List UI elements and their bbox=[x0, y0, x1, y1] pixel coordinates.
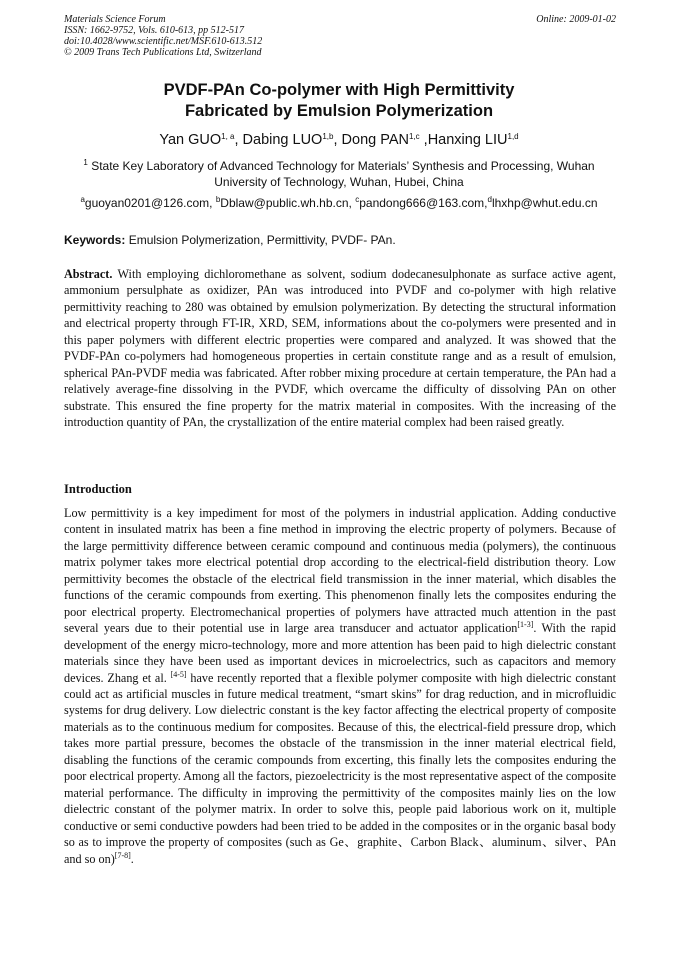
abstract-text: With employing dichloromethane as solvent, sodium dodecanesulphonate as surface active agent, ammonium persulphate as oxidizer, PAn was introduced into PVDF and co-polymer with high relative permittivity reaching to 280 was obtained by emulsion polymerization. By detecting the structural information and electrical property through FT-IR, XRD, SEM, informations about the co-polymers were presented and in this paper polymers with different electric properties were compared and analyzed. It was showed that the PVDF-PAn co-polymers had homogeneous properties in certain constitute range and as a result of emulsion, spherical PAn-PVDF media was fabricated. After robber mixing procedure at certain temperature, the PAn had a relatively average-fine dissolving in the PVDF, which overcame the difficulty of dissolving PAn on other substrate. This ensured the fine property for the matrix material in composites. With the increasing of the introduction quantity of PAn, the crystallization of the entire material complex had been raised greatly. bbox=[64, 267, 616, 430]
issn-line: ISSN: 1662-9752, Vols. 610-613, pp 512-517 bbox=[64, 25, 244, 36]
section-heading-introduction: Introduction bbox=[64, 482, 132, 496]
affiliation bbox=[60, 158, 618, 190]
copyright-line: © 2009 Trans Tech Publications Ltd, Switzerland bbox=[64, 47, 262, 58]
introduction-paragraph bbox=[64, 505, 616, 867]
doi-line: doi:10.4028/www.scientific.net/MSF.610-613.512 bbox=[64, 36, 263, 47]
email-address: Dblaw@public.wh.hb.cn, bbox=[220, 196, 356, 210]
affiliation-text: State Key Laboratory of Advanced Technology for Materials’ Synthesis and Processing, Wuhan University of Technology, Wuhan, Hubei, China bbox=[91, 159, 595, 189]
intro-text: have recently reported that a flexible polymer composite with high dielectric constant could act as artificial muscles in future medical treatment, “smart skins” for drag reduction, and in microfluidic systems for drug delivery. Low dielectric constant is the key factor affecting the electrical property of composite materials as to the continuous medium for composites. Because of this, the electrical-field pressure drop, which takes more partial pressure, becomes the obstacle of the transmission in the inner material electrical field, disabling the functions of the ceramic compounds from excerting, this finally lets the composites enduring the poor electrical property. Among all the factors, piezoelectricity is the most representative aspect of the composite material performance. The difficulty in improving the permittivity of the composites mainly lies on the low dielectric constant of the polymer matrix. In order to solve this, people paid laborious work on it, multiple conductive or semi conductive powders had been tried to be added in the composites or in the organic basal body so as to improve the property of composites (such as Ge、graphite、Carbon Black、aluminum、silver、PAn and so on) bbox=[64, 670, 616, 866]
affiliation-marker: 1 bbox=[83, 158, 88, 167]
intro-text: Low permittivity is a key impediment for most of the polymers in industrial application. Adding conductive content in insulated matrix has been a fine method in improving the electric property of polymers. Because of the large permittivity difference between ceramic compound and continuous media (polymers), the continuous matrix polymer takes more electrical potential drop according to the electrical-field distribution theory. Low permittivity becomes the obstacle of the electrical field transmission in the inner material, which disables the functions of the ceramic compounds from exerting. This phenomenon finally lets the composites enduring the poor electrical property. Electromechanical properties of polymers have attracted much attention in the past several years due to their potential use in large area transducer and actuator application bbox=[64, 506, 616, 636]
keywords bbox=[64, 233, 616, 247]
citation-ref: [4-5] bbox=[170, 669, 187, 679]
email-address: guoyan0201@126.com, bbox=[84, 196, 216, 210]
abstract-label: Abstract. bbox=[64, 267, 113, 281]
intro-text: . bbox=[130, 851, 134, 866]
online-date: Online: 2009-01-02 bbox=[536, 14, 616, 25]
citation-ref: [1-3] bbox=[517, 620, 534, 630]
journal-header bbox=[64, 14, 616, 58]
email-marker: a bbox=[80, 195, 85, 204]
journal-name: Materials Science Forum bbox=[64, 14, 166, 25]
email-address: lhxhp@whut.edu.cn bbox=[491, 196, 598, 210]
author-list bbox=[0, 132, 678, 148]
author-name: Dong PAN bbox=[341, 132, 409, 148]
author-separator: , bbox=[419, 132, 428, 148]
author-affil-marker: 1,d bbox=[507, 132, 519, 141]
title-line-2: Fabricated by Emulsion Polymerization bbox=[184, 102, 494, 120]
abstract bbox=[64, 266, 616, 431]
keywords-text: Emulsion Polymerization, Permittivity, PVDF- PAn. bbox=[125, 233, 396, 247]
paper-title bbox=[0, 80, 678, 122]
author-name: Yan GUO bbox=[159, 132, 222, 148]
email-marker: d bbox=[487, 195, 492, 204]
title-line-1: PVDF-PAn Co-polymer with High Permittivity bbox=[163, 81, 515, 99]
keywords-label: Keywords: bbox=[64, 233, 126, 247]
author-emails bbox=[0, 196, 678, 210]
email-marker: c bbox=[355, 195, 360, 204]
author-affil-marker: 1,c bbox=[408, 132, 420, 141]
email-address: pandong666@163.com, bbox=[359, 196, 488, 210]
author-affil-marker: 1,b bbox=[322, 132, 334, 141]
author-affil-marker: 1, a bbox=[221, 132, 235, 141]
citation-ref: [7-8] bbox=[114, 850, 131, 860]
intro-text: . With the rapid development of the energy micro-technology, more and more attention has been paid to high dielectric constant materials since they have been used as important devices in microelectrics, such as capacitors and memory devices. Zhang et al. bbox=[64, 621, 616, 685]
email-marker: b bbox=[215, 195, 221, 204]
author-separator: , bbox=[234, 132, 243, 148]
author-name: Hanxing LIU bbox=[427, 132, 508, 148]
author-name: Dabing LUO bbox=[242, 132, 323, 148]
author-separator: , bbox=[333, 132, 342, 148]
